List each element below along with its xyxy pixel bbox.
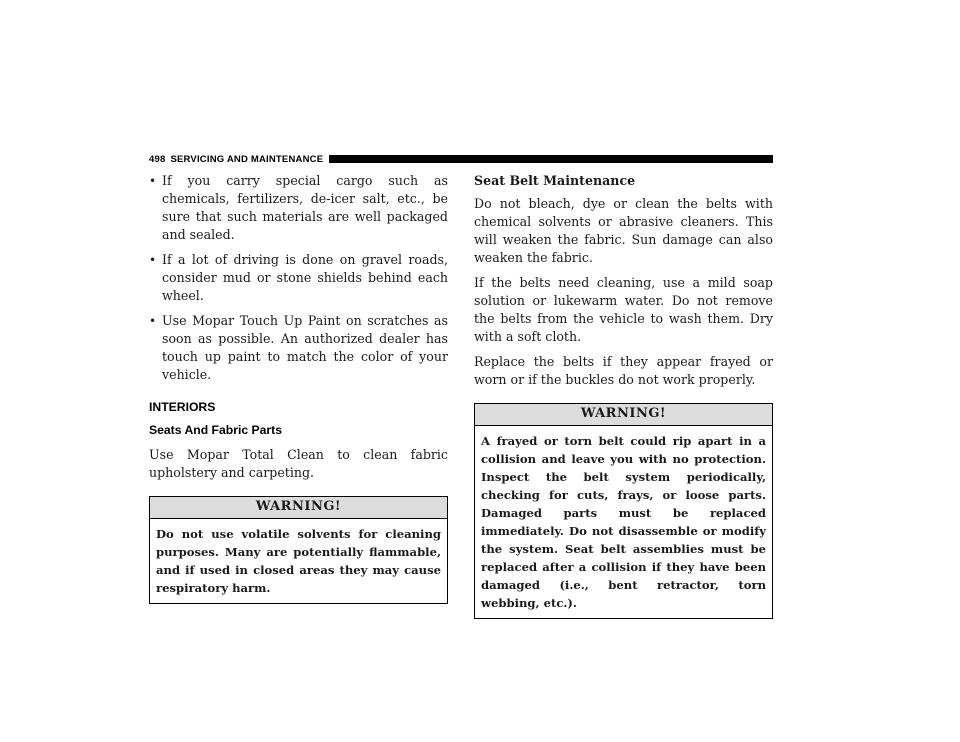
- page-header: [149, 153, 773, 165]
- bullet-text: If you carry special cargo such as chemicals, fertilizers, de-icer salt, etc., be sure that such materials are well packaged and sealed.: [162, 173, 448, 242]
- seat-belt-paragraph: Do not bleach, dye or clean the belts with chemical solvents or abrasive cleaners. This will weaken the fabric. Sun damage can also weaken the fabric.: [474, 196, 773, 265]
- warning-text: Do not use volatile solvents for cleaning purposes. Many are potentially flammable, and if used in closed areas they may cause respiratory harm.: [156, 527, 441, 595]
- seat-belt-heading: Seat Belt Maintenance: [474, 173, 636, 188]
- header-rule: [329, 155, 773, 163]
- warning-title: WARNING!: [475, 404, 772, 426]
- bullet-icon: •: [149, 174, 157, 188]
- list-item: [149, 312, 448, 384]
- section-title: SERVICING AND MAINTENANCE: [170, 153, 324, 165]
- seat-belt-paragraph: Replace the belts if they appear frayed or worn or if the buckles do not work properly.: [474, 354, 773, 387]
- maintenance-bullet-list: [149, 172, 448, 384]
- solvent-warning-box: [149, 496, 448, 604]
- interiors-heading: INTERIORS: [149, 400, 216, 414]
- list-item: [149, 251, 448, 305]
- bullet-icon: •: [149, 314, 157, 328]
- seat-belt-warning-box: [474, 403, 773, 619]
- warning-title: WARNING!: [150, 497, 447, 519]
- seats-fabric-text: Use Mopar Total Clean to clean fabric upholstery and carpeting.: [149, 447, 448, 480]
- bullet-text: If a lot of driving is done on gravel roads, consider mud or stone shields behind each wheel.: [162, 252, 448, 303]
- list-item: [149, 172, 448, 244]
- left-column: [149, 172, 448, 604]
- bullet-icon: •: [149, 253, 157, 267]
- seats-fabric-heading: Seats And Fabric Parts: [149, 423, 282, 437]
- page-number: 498: [149, 153, 166, 165]
- bullet-text: Use Mopar Touch Up Paint on scratches as soon as possible. An authorized dealer has touch up paint to match the color of your vehicle.: [162, 313, 448, 382]
- seat-belt-paragraph: If the belts need cleaning, use a mild soap solution or lukewarm water. Do not remove the belts from the vehicle to wash them. Dry with a soft cloth.: [474, 275, 773, 344]
- warning-text: A frayed or torn belt could rip apart in a collision and leave you with no protection. Inspect the belt system periodically, checking for cuts, frays, or loose parts. Damaged parts must be replaced immediately. Do not disassemble or modify the system. Seat belt assemblies must be replaced after a collision if they have been damaged (i.e., bent retractor, torn webbing, etc.).: [481, 434, 766, 610]
- right-column: [474, 172, 773, 619]
